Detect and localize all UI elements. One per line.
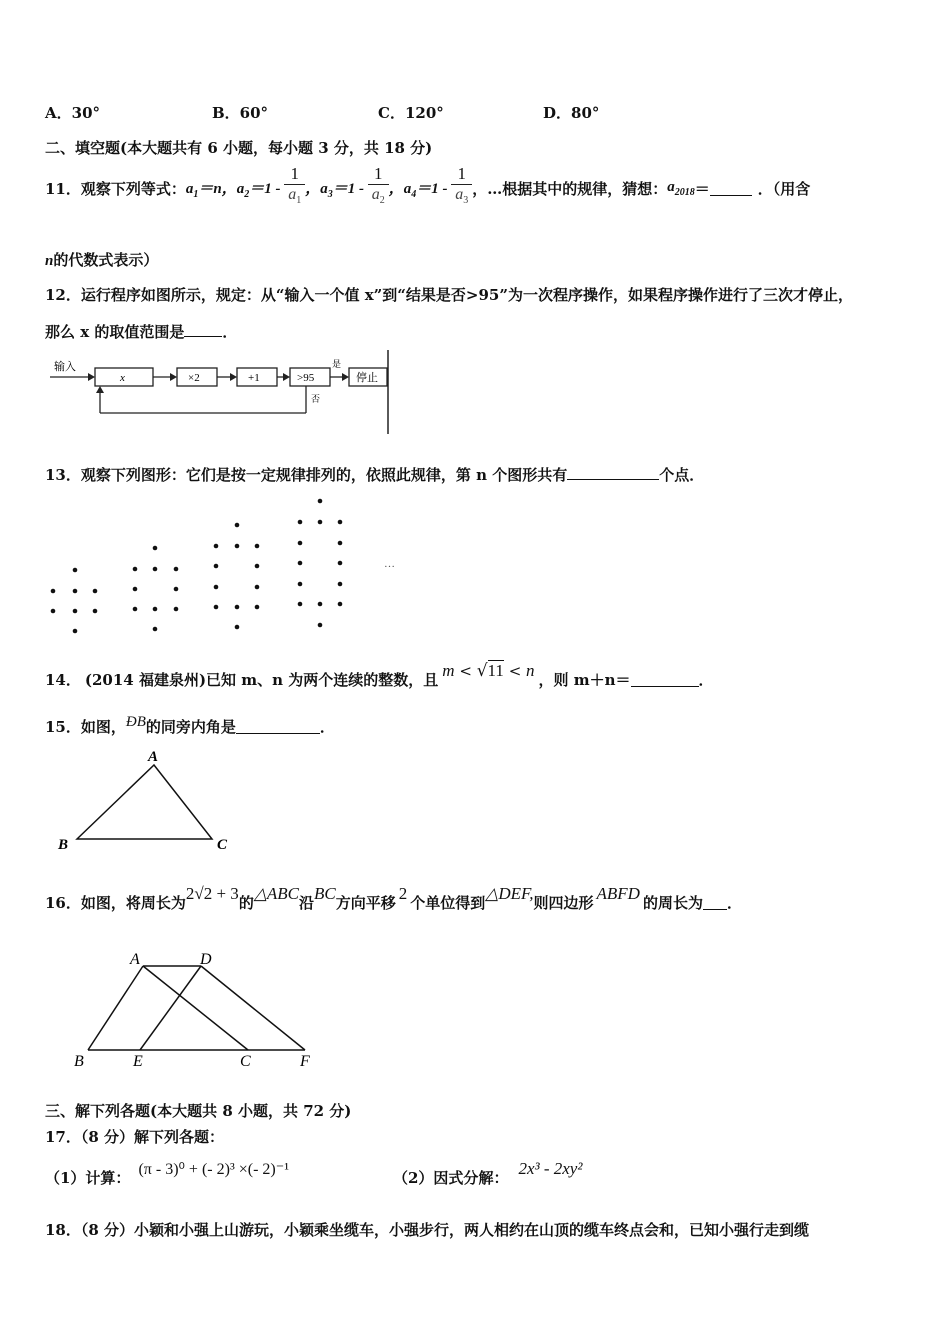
option-b: B．60° — [212, 104, 269, 122]
q16-perimeter: 2√2 + 3 — [185, 884, 239, 903]
section-2-heading: 二、填空题(本大题共有 6 小题，每小题 3 分，共 18 分) — [45, 139, 433, 157]
question-16: 16． 如图，将周长为 2√2 + 3 的 △ABC 沿 BC 方向平移 2 个单位得到 △DEF, 则四边形 ABFD 的周长为 ． — [45, 884, 742, 912]
q17-expression-2: 2x³ - 2xy² — [518, 1159, 583, 1178]
q11-number: 11． — [45, 179, 81, 198]
flow-box-x-label: x — [120, 372, 125, 384]
q17-expression-1: (π - 3)⁰ + (- 2)³ ×(- 2)⁻¹ — [138, 1161, 289, 1178]
q17-part-2: （2）因式分解： 2x³ - 2xy² — [393, 1159, 583, 1187]
label-b: B — [58, 837, 69, 853]
q11-line2: n的代数式表示） — [45, 251, 159, 269]
q16-segment-bc: BC — [314, 884, 336, 903]
q15-triangle-figure — [50, 745, 250, 855]
label-c: C — [240, 1053, 251, 1070]
dot-figure-4 — [298, 499, 343, 628]
label-a: A — [130, 951, 140, 968]
q16-distance: 2 — [398, 884, 408, 903]
q17-heading: 17．（8 分）解下列各题： — [45, 1128, 225, 1146]
q12-line2: 那么 x 的取值范围是 ． — [45, 323, 238, 341]
label-f: F — [300, 1053, 310, 1070]
flow-yes-label: 是 — [332, 359, 342, 369]
q16-triangle-abc: △ABC — [253, 884, 300, 903]
dot-figure-3 — [214, 523, 260, 630]
q11-equals: ＝ — [694, 179, 710, 198]
q18-text: 18．（8 分）小颖和小强上山游玩，小颖乘坐缆车，小强步行，两人相约在山顶的缆车终点会和，已知小强行走到缆 — [45, 1221, 810, 1239]
q16-answer-blank — [703, 895, 727, 910]
q11-frac-2: $\frac{1}{a_2}$ — [368, 164, 389, 211]
q11-a1: $a_1=n$，$a_2=1$ - — [185, 180, 285, 200]
q13-dot-patterns — [40, 490, 420, 650]
q16-triangle-def: △DEF, — [485, 884, 534, 903]
flow-stop-label: 停止 — [356, 372, 378, 384]
q13-answer-blank — [567, 465, 659, 480]
question-13: 13．观察下列图形：它们是按一定规律排列的，依照此规律，第 n 个图形共有 个点． — [45, 466, 705, 484]
label-a: A — [148, 749, 159, 765]
q11-a3: ，$a_3=1$ - — [305, 180, 368, 200]
q11-lead: 观察下列等式： — [80, 179, 186, 198]
q11-a4: ，$a_4=1$ - — [388, 180, 452, 200]
dot-ellipsis: … — [384, 558, 395, 570]
option-c: C．120° — [378, 104, 444, 122]
q11-frac-3: $\frac{1}{a_3}$ — [451, 164, 472, 211]
label-d: D — [200, 951, 212, 968]
label-b: B — [74, 1053, 84, 1070]
flow-box-gt95-label: >95 — [297, 372, 315, 384]
q17-part-1: （1）计算： (π - 3)⁰ + (- 2)³ ×(- 2)⁻¹ — [45, 1161, 289, 1187]
q15-angle-b: ÐB — [125, 713, 146, 730]
dot-figure-2 — [133, 546, 179, 632]
q12-line1: 12．运行程序如图所示，规定：从“输入一个值 x”到“结果是否>95”为一次程序操作，如果程序操作进行了三次才停止， — [45, 286, 853, 304]
q14-inequality: m < √11 < n — [442, 661, 535, 681]
q16-quadrilateral: ABFD — [596, 884, 640, 903]
triangle-abc — [77, 765, 212, 839]
question-11 — [45, 160, 810, 216]
question-14: 14． (2014 福建泉州)已知 m、n 为两个连续的整数，且 m < √11 < n ，则 m＋n＝ ． — [45, 661, 714, 689]
flow-box-plus1-label: +1 — [248, 372, 260, 384]
q11-answer-blank — [710, 181, 752, 196]
q11-end: ．（用含 — [757, 179, 811, 198]
dot-figure-1 — [51, 568, 98, 634]
label-c: C — [217, 837, 228, 853]
flow-no-label: 否 — [311, 394, 321, 404]
q11-tail: ，…根据其中的规律，猜想： — [472, 179, 668, 198]
question-15: 15． 如图， ÐB 的同旁内角是 ． — [45, 713, 335, 736]
option-d: D．80° — [543, 104, 600, 122]
q14-answer-blank — [631, 672, 699, 687]
label-e: E — [133, 1053, 143, 1070]
section-3-heading: 三、解下列各题(本大题共 8 小题，共 72 分) — [45, 1102, 352, 1120]
q16-translation-figure — [60, 945, 340, 1075]
flow-box-times2-label: ×2 — [188, 372, 200, 384]
q15-answer-blank — [236, 719, 320, 734]
q12-answer-blank — [184, 322, 222, 337]
q12-flowchart — [40, 348, 400, 438]
option-a: A．30° — [45, 104, 101, 122]
flow-input-label: 输入 — [54, 361, 76, 373]
q11-frac-1: $\frac{1}{a_1}$ — [284, 164, 305, 211]
q11-a2018: $a_{2018}$ — [667, 178, 695, 198]
